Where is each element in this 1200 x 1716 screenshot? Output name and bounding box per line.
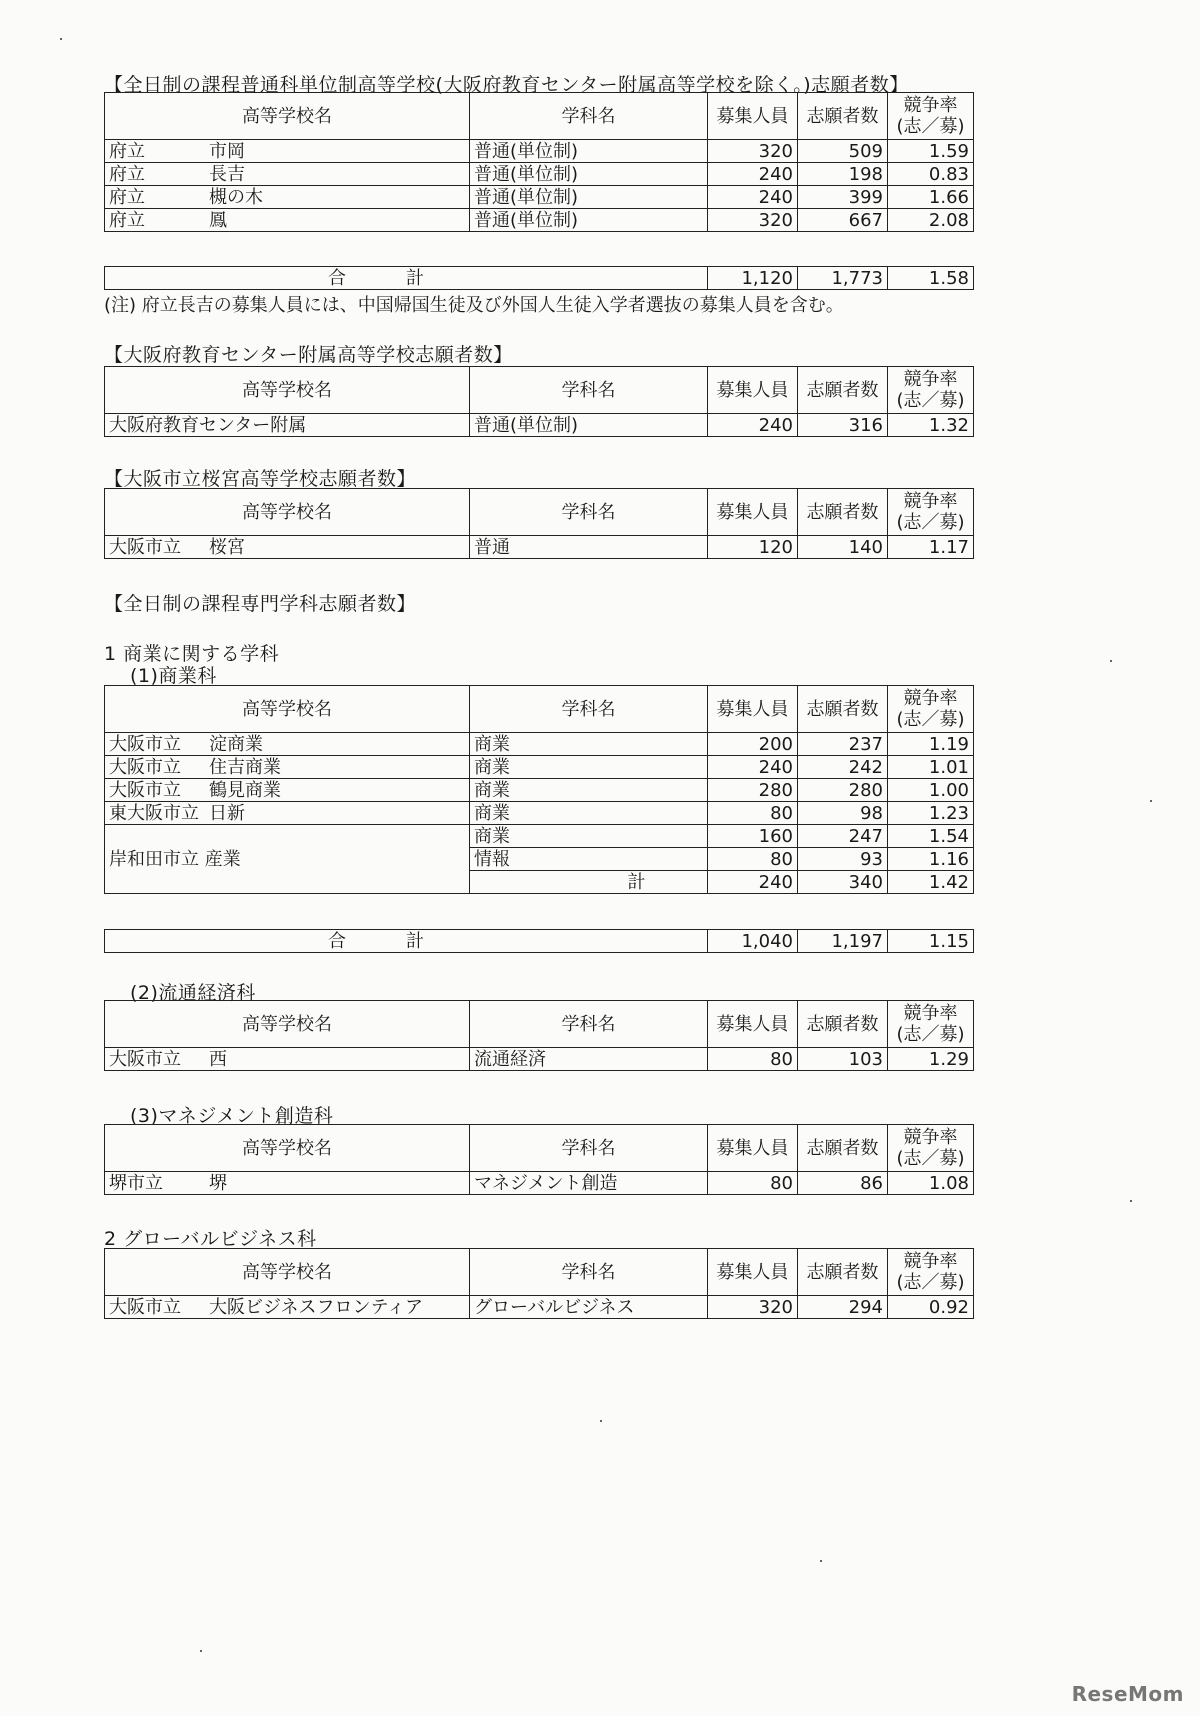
school-cell: 府立 市岡 bbox=[105, 140, 470, 163]
header-rate-line2: (志／募) bbox=[896, 390, 965, 411]
applicants-cell: 98 bbox=[798, 802, 888, 825]
header-applicants: 志願者数 bbox=[798, 489, 888, 536]
table-row bbox=[105, 756, 974, 779]
school-cell: 岸和田市立 産業 bbox=[105, 825, 470, 894]
school-cell: 大阪市立 大阪ビジネスフロンティア bbox=[105, 1296, 470, 1319]
recruit-cell: 320 bbox=[708, 140, 798, 163]
header-school: 高等学校名 bbox=[105, 1001, 470, 1048]
header-dept: 学科名 bbox=[470, 1249, 708, 1296]
table-management bbox=[104, 1124, 974, 1195]
school-cell: 大阪市立 淀商業 bbox=[105, 733, 470, 756]
dept-cell: 普通(単位制) bbox=[470, 209, 708, 232]
dept-cell: マネジメント創造 bbox=[470, 1172, 708, 1195]
header-dept: 学科名 bbox=[470, 93, 708, 140]
total-row bbox=[105, 930, 974, 953]
school-cell: 府立 長吉 bbox=[105, 163, 470, 186]
recruit-cell: 320 bbox=[708, 1296, 798, 1319]
table-total-unit-system bbox=[104, 266, 974, 290]
table-row bbox=[105, 163, 974, 186]
header-dept: 学科名 bbox=[470, 1125, 708, 1172]
dept-cell: 商業 bbox=[470, 756, 708, 779]
rate-cell: 1.17 bbox=[888, 536, 974, 559]
recruit-cell: 80 bbox=[708, 802, 798, 825]
rate-cell: 1.19 bbox=[888, 733, 974, 756]
table-header-row bbox=[105, 686, 974, 733]
total-recruit: 1,120 bbox=[708, 267, 798, 290]
applicants-cell: 237 bbox=[798, 733, 888, 756]
header-dept: 学科名 bbox=[470, 686, 708, 733]
applicants-cell: 340 bbox=[798, 871, 888, 894]
school-cell: 大阪市立 桜宮 bbox=[105, 536, 470, 559]
applicants-cell: 294 bbox=[798, 1296, 888, 1319]
header-school: 高等学校名 bbox=[105, 93, 470, 140]
dept-cell: 普通(単位制) bbox=[470, 414, 708, 437]
applicants-cell: 509 bbox=[798, 140, 888, 163]
header-school: 高等学校名 bbox=[105, 1125, 470, 1172]
recruit-cell: 80 bbox=[708, 1172, 798, 1195]
dept-subtotal-cell: 計 bbox=[470, 871, 708, 894]
recruit-cell: 240 bbox=[708, 163, 798, 186]
total-label: 合計 bbox=[105, 930, 708, 953]
scan-speck bbox=[1130, 1200, 1132, 1202]
header-dept: 学科名 bbox=[470, 1001, 708, 1048]
dept-cell: 普通(単位制) bbox=[470, 140, 708, 163]
table-commerce bbox=[104, 685, 974, 894]
header-applicants: 志願者数 bbox=[798, 1249, 888, 1296]
school-cell: 東大阪市立 日新 bbox=[105, 802, 470, 825]
dept-cell: 商業 bbox=[470, 825, 708, 848]
header-rate-line2: (志／募) bbox=[896, 512, 965, 533]
header-dept: 学科名 bbox=[470, 367, 708, 414]
recruit-cell: 240 bbox=[708, 414, 798, 437]
applicants-cell: 93 bbox=[798, 848, 888, 871]
scan-speck bbox=[1110, 660, 1112, 662]
rate-cell: 1.16 bbox=[888, 848, 974, 871]
school-cell: 大阪市立 西 bbox=[105, 1048, 470, 1071]
header-applicants: 志願者数 bbox=[798, 93, 888, 140]
subsection-title: (1)商業科 bbox=[130, 665, 217, 687]
header-rate bbox=[888, 1249, 974, 1296]
recruit-cell: 240 bbox=[708, 871, 798, 894]
rate-cell: 1.42 bbox=[888, 871, 974, 894]
scan-speck bbox=[820, 1560, 822, 1562]
header-rate-line1: 競争率 bbox=[903, 491, 958, 512]
scan-speck bbox=[600, 1420, 602, 1422]
header-rate-line2: (志／募) bbox=[896, 1024, 965, 1045]
recruit-cell: 280 bbox=[708, 779, 798, 802]
header-rate bbox=[888, 1001, 974, 1048]
table-row bbox=[105, 1172, 974, 1195]
rate-cell: 1.32 bbox=[888, 414, 974, 437]
dept-cell: 普通(単位制) bbox=[470, 186, 708, 209]
header-applicants: 志願者数 bbox=[798, 1125, 888, 1172]
resemom-logo: ReseMom bbox=[1071, 1682, 1184, 1706]
total-applicants: 1,197 bbox=[798, 930, 888, 953]
table-row bbox=[105, 802, 974, 825]
table-distribution bbox=[104, 1000, 974, 1071]
subsection-title: (3)マネジメント創造科 bbox=[130, 1105, 334, 1127]
total-rate: 1.15 bbox=[888, 930, 974, 953]
table-header-row bbox=[105, 93, 974, 140]
header-school: 高等学校名 bbox=[105, 1249, 470, 1296]
recruit-cell: 320 bbox=[708, 209, 798, 232]
subsection-title: 2 グローバルビジネス科 bbox=[104, 1228, 317, 1250]
header-recruit: 募集人員 bbox=[708, 1249, 798, 1296]
table-sakuranomiya bbox=[104, 488, 974, 559]
school-cell: 大阪府教育センター附属 bbox=[105, 414, 470, 437]
footnote: (注) 府立長吉の募集人員には、中国帰国生徒及び外国人生徒入学者選抜の募集人員を含む。 bbox=[104, 295, 844, 316]
header-applicants: 志願者数 bbox=[798, 1001, 888, 1048]
header-school: 高等学校名 bbox=[105, 489, 470, 536]
rate-cell: 1.66 bbox=[888, 186, 974, 209]
applicants-cell: 140 bbox=[798, 536, 888, 559]
header-rate-line2: (志／募) bbox=[896, 709, 965, 730]
recruit-cell: 80 bbox=[708, 848, 798, 871]
scan-speck bbox=[1150, 800, 1152, 802]
rate-cell: 1.59 bbox=[888, 140, 974, 163]
total-rate: 1.58 bbox=[888, 267, 974, 290]
school-cell: 大阪市立 住吉商業 bbox=[105, 756, 470, 779]
dept-cell: 商業 bbox=[470, 779, 708, 802]
header-dept: 学科名 bbox=[470, 489, 708, 536]
dept-cell: 普通 bbox=[470, 536, 708, 559]
header-recruit: 募集人員 bbox=[708, 1001, 798, 1048]
table-row bbox=[105, 414, 974, 437]
rate-cell: 1.23 bbox=[888, 802, 974, 825]
header-recruit: 募集人員 bbox=[708, 489, 798, 536]
table-row bbox=[105, 186, 974, 209]
applicants-cell: 247 bbox=[798, 825, 888, 848]
table-total-commerce bbox=[104, 929, 974, 953]
rate-cell: 1.00 bbox=[888, 779, 974, 802]
table-header-row bbox=[105, 489, 974, 536]
rate-cell: 2.08 bbox=[888, 209, 974, 232]
section-title: 【大阪市立桜宮高等学校志願者数】 bbox=[104, 468, 417, 490]
school-cell: 府立 槻の木 bbox=[105, 186, 470, 209]
header-rate-line2: (志／募) bbox=[896, 116, 965, 137]
dept-cell: グローバルビジネス bbox=[470, 1296, 708, 1319]
section-title: 【全日制の課程普通科単位制高等学校(大阪府教育センター附属高等学校を除く。)志願者数】 bbox=[104, 74, 909, 96]
table-header-row bbox=[105, 1125, 974, 1172]
table-header-row bbox=[105, 1001, 974, 1048]
applicants-cell: 280 bbox=[798, 779, 888, 802]
scan-speck bbox=[60, 38, 62, 40]
applicants-cell: 399 bbox=[798, 186, 888, 209]
scan-speck bbox=[200, 1650, 202, 1652]
table-unit-system-schools bbox=[104, 92, 974, 232]
table-row bbox=[105, 733, 974, 756]
dept-cell: 商業 bbox=[470, 802, 708, 825]
header-applicants: 志願者数 bbox=[798, 367, 888, 414]
table-row bbox=[105, 1296, 974, 1319]
applicants-cell: 242 bbox=[798, 756, 888, 779]
header-rate-line1: 競争率 bbox=[903, 369, 958, 390]
rate-cell: 0.83 bbox=[888, 163, 974, 186]
dept-cell: 情報 bbox=[470, 848, 708, 871]
recruit-cell: 80 bbox=[708, 1048, 798, 1071]
header-rate-line1: 競争率 bbox=[903, 688, 958, 709]
applicants-cell: 86 bbox=[798, 1172, 888, 1195]
table-row bbox=[105, 1048, 974, 1071]
dept-cell: 普通(単位制) bbox=[470, 163, 708, 186]
header-rate bbox=[888, 93, 974, 140]
header-rate bbox=[888, 489, 974, 536]
section-title: 【全日制の課程専門学科志願者数】 bbox=[104, 593, 417, 615]
header-recruit: 募集人員 bbox=[708, 1125, 798, 1172]
table-header-row bbox=[105, 367, 974, 414]
subsection-title: 1 商業に関する学科 bbox=[104, 643, 280, 665]
header-recruit: 募集人員 bbox=[708, 367, 798, 414]
rate-cell: 1.01 bbox=[888, 756, 974, 779]
recruit-cell: 120 bbox=[708, 536, 798, 559]
header-rate bbox=[888, 1125, 974, 1172]
header-recruit: 募集人員 bbox=[708, 686, 798, 733]
table-row bbox=[105, 536, 974, 559]
recruit-cell: 240 bbox=[708, 756, 798, 779]
rate-cell: 1.54 bbox=[888, 825, 974, 848]
header-recruit: 募集人員 bbox=[708, 93, 798, 140]
dept-cell: 商業 bbox=[470, 733, 708, 756]
recruit-cell: 200 bbox=[708, 733, 798, 756]
total-label: 合計 bbox=[105, 267, 708, 290]
header-rate-line2: (志／募) bbox=[896, 1148, 965, 1169]
table-row bbox=[105, 779, 974, 802]
header-school: 高等学校名 bbox=[105, 367, 470, 414]
applicants-cell: 316 bbox=[798, 414, 888, 437]
table-global-business bbox=[104, 1248, 974, 1319]
table-education-center bbox=[104, 366, 974, 437]
applicants-cell: 103 bbox=[798, 1048, 888, 1071]
applicants-cell: 198 bbox=[798, 163, 888, 186]
recruit-cell: 240 bbox=[708, 186, 798, 209]
header-rate-line2: (志／募) bbox=[896, 1272, 965, 1293]
school-cell: 大阪市立 鶴見商業 bbox=[105, 779, 470, 802]
table-row bbox=[105, 140, 974, 163]
rate-cell: 0.92 bbox=[888, 1296, 974, 1319]
school-cell: 府立 鳳 bbox=[105, 209, 470, 232]
header-rate-line1: 競争率 bbox=[903, 95, 958, 116]
section-title: 【大阪府教育センター附属高等学校志願者数】 bbox=[104, 344, 513, 366]
rate-cell: 1.29 bbox=[888, 1048, 974, 1071]
table-row bbox=[105, 209, 974, 232]
recruit-cell: 160 bbox=[708, 825, 798, 848]
header-rate-line1: 競争率 bbox=[903, 1003, 958, 1024]
school-cell: 堺市立 堺 bbox=[105, 1172, 470, 1195]
header-school: 高等学校名 bbox=[105, 686, 470, 733]
header-rate-line1: 競争率 bbox=[903, 1127, 958, 1148]
rate-cell: 1.08 bbox=[888, 1172, 974, 1195]
total-applicants: 1,773 bbox=[798, 267, 888, 290]
header-rate bbox=[888, 367, 974, 414]
header-rate bbox=[888, 686, 974, 733]
header-applicants: 志願者数 bbox=[798, 686, 888, 733]
header-rate-line1: 競争率 bbox=[903, 1251, 958, 1272]
total-recruit: 1,040 bbox=[708, 930, 798, 953]
dept-cell: 流通経済 bbox=[470, 1048, 708, 1071]
table-header-row bbox=[105, 1249, 974, 1296]
table-row bbox=[105, 825, 974, 848]
total-row bbox=[105, 267, 974, 290]
applicants-cell: 667 bbox=[798, 209, 888, 232]
subsection-title: (2)流通経済科 bbox=[130, 982, 256, 1004]
